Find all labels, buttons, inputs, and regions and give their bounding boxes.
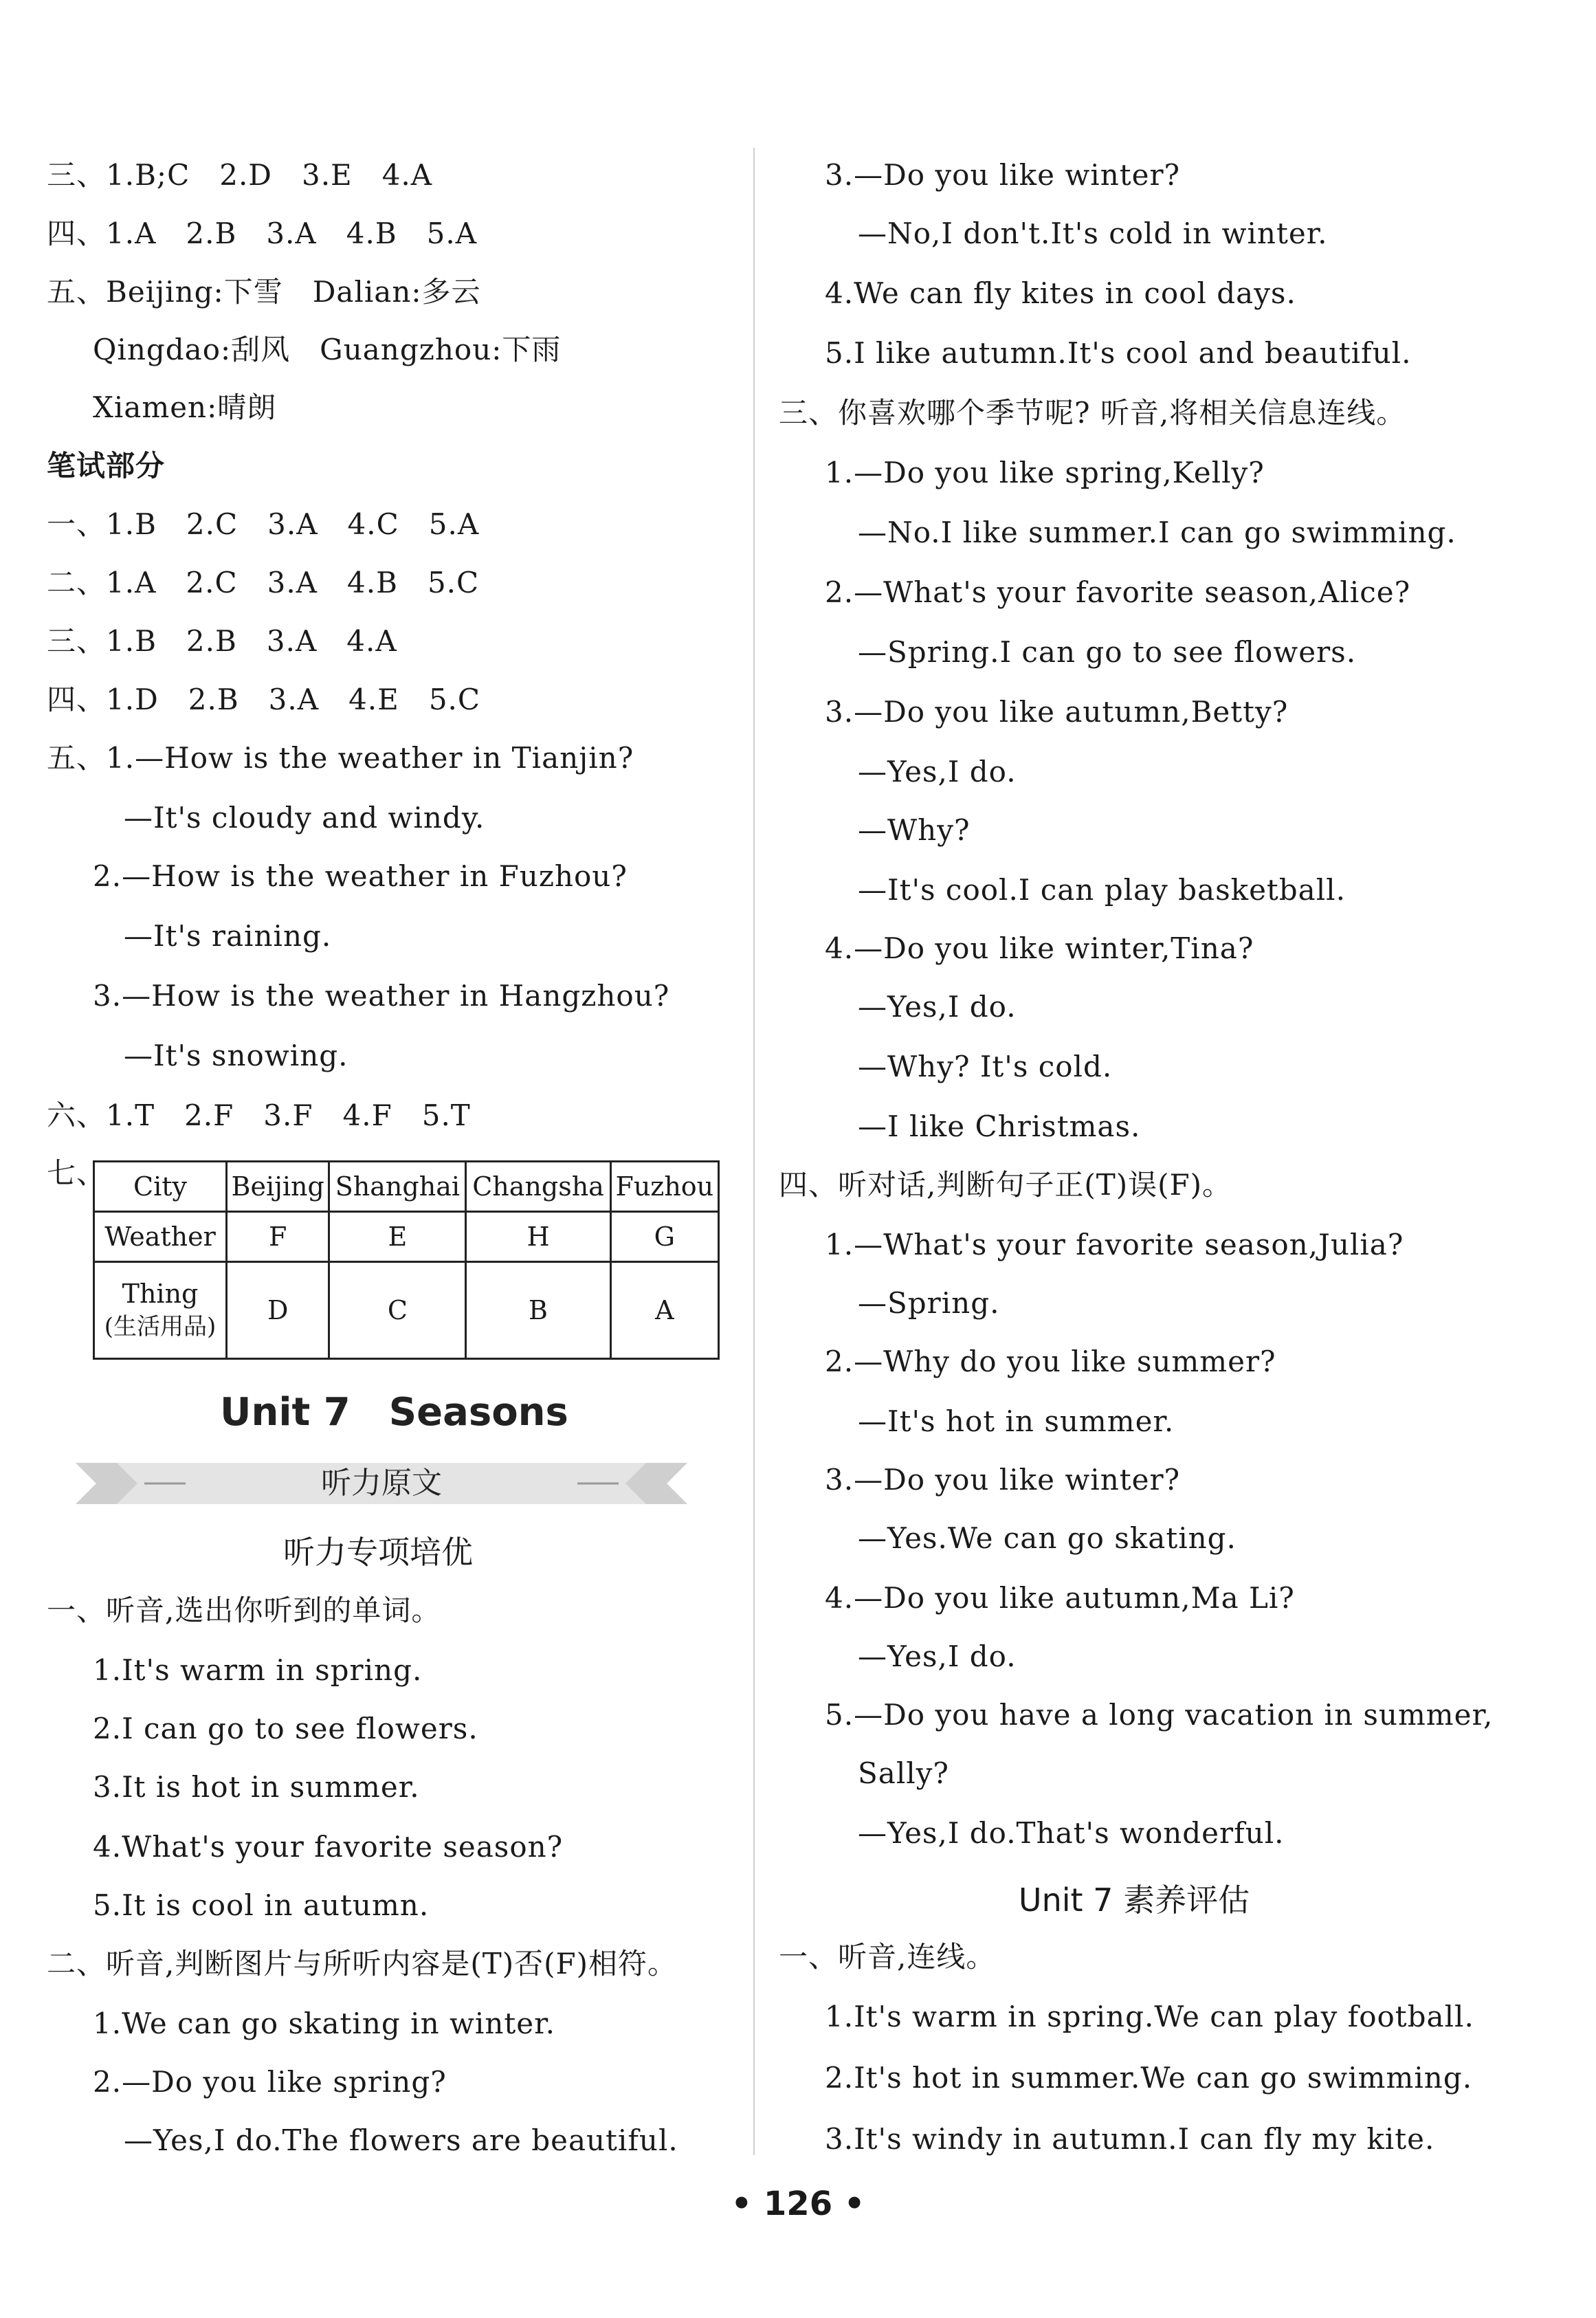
table-cell: A xyxy=(610,1261,718,1358)
row-label-note: (生活用品) xyxy=(104,1312,217,1340)
exercise-line: —Spring.I can go to see flowers. xyxy=(858,635,1357,669)
exercise-line: —Yes.We can go skating. xyxy=(858,1521,1237,1555)
banner xyxy=(76,1456,687,1511)
exercise-line: —No,I don't.It's cold in winter. xyxy=(858,217,1328,250)
exercise-line: 二、听音,判断图片与所听内容是(T)否(F)相符。 xyxy=(47,1947,678,1980)
exercise-line: 一、听音,连线。 xyxy=(779,1940,996,1974)
exercise-line: —No.I like summer.I can go swimming. xyxy=(858,516,1456,549)
answer-line: —It's raining. xyxy=(124,919,332,953)
answer-line: 一、1.B 2.C 3.A 4.C 5.A xyxy=(47,507,480,541)
exercise-line: 2.—Do you like spring? xyxy=(93,2065,447,2099)
table-row xyxy=(94,1261,719,1358)
exercise-line: 1.We can go skating in winter. xyxy=(93,2007,555,2040)
table-label: 七、 xyxy=(47,1156,107,1190)
exercise-line: 1.It's warm in spring.We can play football. xyxy=(825,2000,1474,2033)
assessment-title: Unit 7 素养评估 xyxy=(1018,1881,1250,1919)
exercise-line: 3.—Do you like winter? xyxy=(825,1463,1181,1497)
exercise-line: —Yes,I do. xyxy=(858,990,1017,1024)
exercise-line: Sally? xyxy=(858,1756,949,1790)
exercise-line: 四、听对话,判断句子正(T)误(F)。 xyxy=(779,1168,1232,1202)
exercise-line: —Yes,I do.That's wonderful. xyxy=(858,1816,1285,1850)
table-cell: F xyxy=(227,1211,329,1261)
exercise-line: 1.—What's your favorite season,Julia? xyxy=(825,1228,1404,1261)
exercise-line: 2.—What's your favorite season,Alice? xyxy=(825,575,1411,609)
section-subheading: 听力专项培优 xyxy=(283,1534,473,1571)
answer-line: 二、1.A 2.C 3.A 4.B 5.C xyxy=(47,566,480,599)
table-cell: H xyxy=(466,1211,610,1261)
table-cell: B xyxy=(466,1261,610,1358)
exercise-line: —I like Christmas. xyxy=(858,1110,1141,1143)
exercise-line: 5.—Do you have a long vacation in summer, xyxy=(825,1698,1494,1732)
exercise-line: 3.It's windy in autumn.I can fly my kite. xyxy=(825,2122,1435,2156)
exercise-line: 2.—Why do you like summer? xyxy=(825,1345,1276,1378)
exercise-line: —It's cool.I can play basketball. xyxy=(858,873,1346,907)
section-heading: 笔试部分 xyxy=(47,449,166,483)
table-cell: Beijing xyxy=(227,1162,329,1212)
exercise-line: 一、听音,选出你听到的单词。 xyxy=(47,1593,441,1627)
page-number: • 126 • xyxy=(731,2185,865,2223)
exercise-line: 2.I can go to see flowers. xyxy=(93,1712,478,1745)
table-cell: G xyxy=(610,1211,718,1261)
exercise-line: —Yes,I do. xyxy=(858,755,1017,788)
exercise-line: —Yes,I do.The flowers are beautiful. xyxy=(124,2123,678,2157)
right-column xyxy=(756,0,1596,2318)
answer-line: —It's cloudy and windy. xyxy=(124,801,485,835)
answer-line: Qingdao:刮风 Guangzhou:下雨 xyxy=(93,333,562,366)
answer-line: —It's snowing. xyxy=(124,1039,348,1072)
weather-table xyxy=(93,1160,720,1360)
table-cell: Weather xyxy=(94,1211,227,1261)
table-cell: Changsha xyxy=(466,1162,610,1212)
answer-line: 2.—How is the weather in Fuzhou? xyxy=(93,859,628,893)
answer-line: 三、1.B;C 2.D 3.E 4.A xyxy=(47,158,433,192)
table-cell: D xyxy=(227,1261,329,1358)
row-label-thing: Thing xyxy=(122,1278,199,1309)
exercise-line: 3.—Do you like autumn,Betty? xyxy=(825,695,1289,729)
left-column xyxy=(0,0,756,2318)
answer-line: 四、1.D 2.B 3.A 4.E 5.C xyxy=(47,683,481,716)
table-cell: Shanghai xyxy=(329,1162,466,1212)
exercise-line: 三、你喜欢哪个季节呢? 听音,将相关信息连线。 xyxy=(779,396,1406,430)
exercise-line: 4.We can fly kites in cool days. xyxy=(825,276,1296,310)
exercise-line: 3.It is hot in summer. xyxy=(93,1770,420,1804)
exercise-line: 2.It's hot in summer.We can go swimming. xyxy=(825,2061,1473,2095)
table-cell: Fuzhou xyxy=(610,1162,718,1212)
table-row xyxy=(94,1162,719,1212)
table-cell: City xyxy=(94,1162,227,1212)
exercise-line: —Yes,I do. xyxy=(858,1640,1017,1673)
exercise-line: 1.It's warm in spring. xyxy=(93,1653,423,1687)
exercise-line: 5.It is cool in autumn. xyxy=(93,1888,430,1922)
exercise-line: 1.—Do you like spring,Kelly? xyxy=(825,456,1265,489)
table-cell xyxy=(94,1261,227,1358)
answer-line: 3.—How is the weather in Hangzhou? xyxy=(93,979,670,1013)
exercise-line: —Why? It's cold. xyxy=(858,1050,1113,1083)
answer-line: 六、1.T 2.F 3.F 4.F 5.T xyxy=(47,1099,471,1132)
exercise-line: —Why? xyxy=(858,813,971,847)
exercise-line: —It's hot in summer. xyxy=(858,1404,1175,1438)
exercise-line: 5.I like autumn.It's cool and beautiful. xyxy=(825,336,1412,370)
exercise-line: 3.—Do you like winter? xyxy=(825,158,1181,192)
exercise-line: —Spring. xyxy=(858,1286,1000,1320)
exercise-line: 4.What's your favorite season? xyxy=(93,1830,564,1864)
table-row xyxy=(94,1211,719,1261)
table-cell: E xyxy=(329,1211,466,1261)
answer-line: 四、1.A 2.B 3.A 4.B 5.A xyxy=(47,217,478,250)
unit-title: Unit 7 Seasons xyxy=(220,1390,568,1435)
exercise-line: 4.—Do you like winter,Tina? xyxy=(825,931,1254,965)
banner-title: 听力原文 xyxy=(321,1466,442,1501)
exercise-line: 4.—Do you like autumn,Ma Li? xyxy=(825,1581,1295,1615)
table-cell: C xyxy=(329,1261,466,1358)
answer-line: 五、Beijing:下雪 Dalian:多云 xyxy=(47,275,481,309)
answer-line: Xiamen:晴朗 xyxy=(93,390,277,424)
answer-line: 三、1.B 2.B 3.A 4.A xyxy=(47,624,397,658)
answer-line: 五、1.—How is the weather in Tianjin? xyxy=(47,741,634,775)
